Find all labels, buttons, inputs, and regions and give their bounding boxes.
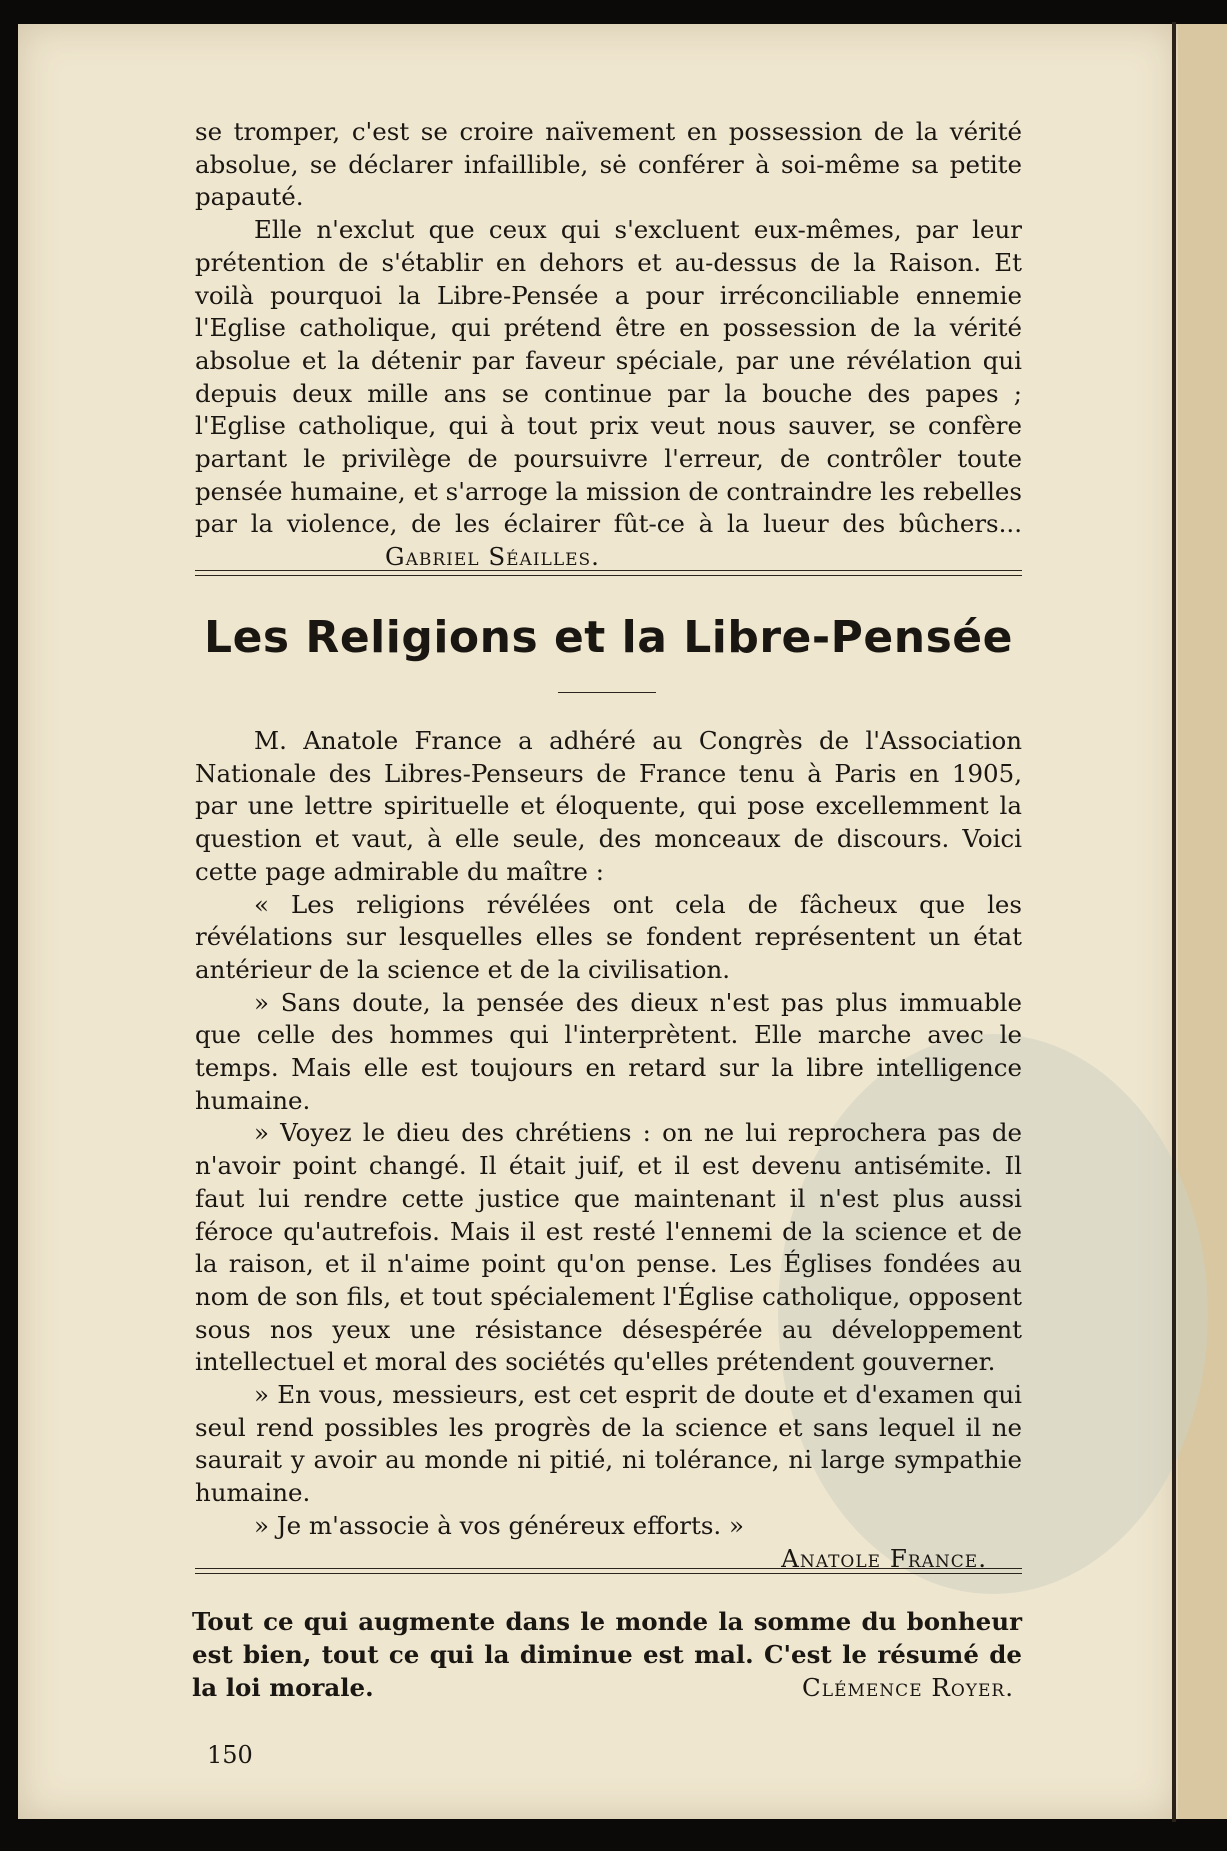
article-paragraph: M. Anatole France a adhéré au Congrès de l'Association Nationale des Libres-Penseurs de France tenu à Paris en 1905, par une lettre spirituelle et éloquente, qui pose excellemment la question et vaut, à elle seule, des monceaux de discours. Voici cette page admirable du maître : <box>195 726 1022 886</box>
intro-signature: Gabriel Séailles. <box>385 542 600 572</box>
section-divider-top <box>195 570 1022 576</box>
section-divider-bottom <box>195 1568 1022 1574</box>
article-signature: Anatole France. <box>781 1543 987 1573</box>
intro-paragraph-1: se tromper, c'est se croire naïvement en possession de la vérité absolue, se déclarer infaillible, sė conférer à soi-même sa petite papauté. <box>195 117 1022 212</box>
quote-text: Tout ce qui augmente dans le monde la somme du bonheur est bien, tout ce qui la diminue est mal. C'est le résumé de la loi morale. <box>192 1607 1022 1702</box>
intro-paragraph-2 <box>195 214 1022 574</box>
next-page-edge <box>1176 24 1227 1819</box>
article-paragraph: » Sans doute, la pensée des dieux n'est pas plus immuable que celle des hommes qui l'interprètent. Elle marche avec le temps. Mais elle est toujours en retard sur la libre intelligence humaine. <box>195 987 1022 1115</box>
article-paragraph: « Les religions révélées ont cela de fâcheux que les révélations sur lesquelles elles se fondent représentent un état antérieur de la science et de la civilisation. <box>195 889 1022 984</box>
closing-quote <box>192 1605 1022 1704</box>
article-body <box>195 725 1022 1575</box>
page-number: 150 <box>207 1741 253 1769</box>
binding-edge <box>1172 22 1176 1822</box>
intro-section <box>195 116 1022 574</box>
article-paragraph: » Je m'associe à vos généreux efforts. » <box>254 1510 744 1540</box>
title-underline <box>558 692 656 693</box>
intro-paragraph-2-text: Elle n'exclut que ceux qui s'excluent eux-mêmes, par leur prétention de s'établir en dehors et au-dessus de la Raison. Et voilà pourquoi la Libre-Pensée a pour irréconciliable ennemie l'Eglise catholique, qui prétend être en possession de la vérité absolue et la détenir par faveur spéciale, par une révélation qui depuis deux mille ans se continue par la bouche des papes ; l'Eglise catholique, qui à tout prix veut nous sauver, se confère partant le privilège de poursuivre l'erreur, de contrôler toute pensée humaine, et s'arroge la mission de contraindre les rebelles par la violence, de les éclairer fût-ce à la lueur des bûchers... <box>195 215 1022 539</box>
article-paragraph: » Voyez le dieu des chrétiens : on ne lui reprochera pas de n'avoir point changé. Il était juif, et il est devenu antisémite. Il faut lui rendre cette justice que maintenant il n'est plus aussi féroce qu'autrefois. Mais il est resté l'ennemi de la science et de la raison, et il n'aime point qu'on pense. Les Églises fondées au nom de son fils, et tout spécialement l'Église catholique, opposent sous nos yeux une résistance désespérée au développement intellectuel et moral des sociétés qu'elles prétendent gouverner. <box>195 1118 1022 1377</box>
article-paragraph: » En vous, messieurs, est cet esprit de doute et d'examen qui seul rend possibles les progrès de la science et sans lequel il ne saurait y avoir au monde ni pitié, ni tolérance, ni large sympathie humaine. <box>195 1380 1022 1508</box>
article-title: Les Religions et la Libre-Pensée <box>204 612 1013 663</box>
quote-signature: Clémence Royer. <box>802 1673 1014 1702</box>
